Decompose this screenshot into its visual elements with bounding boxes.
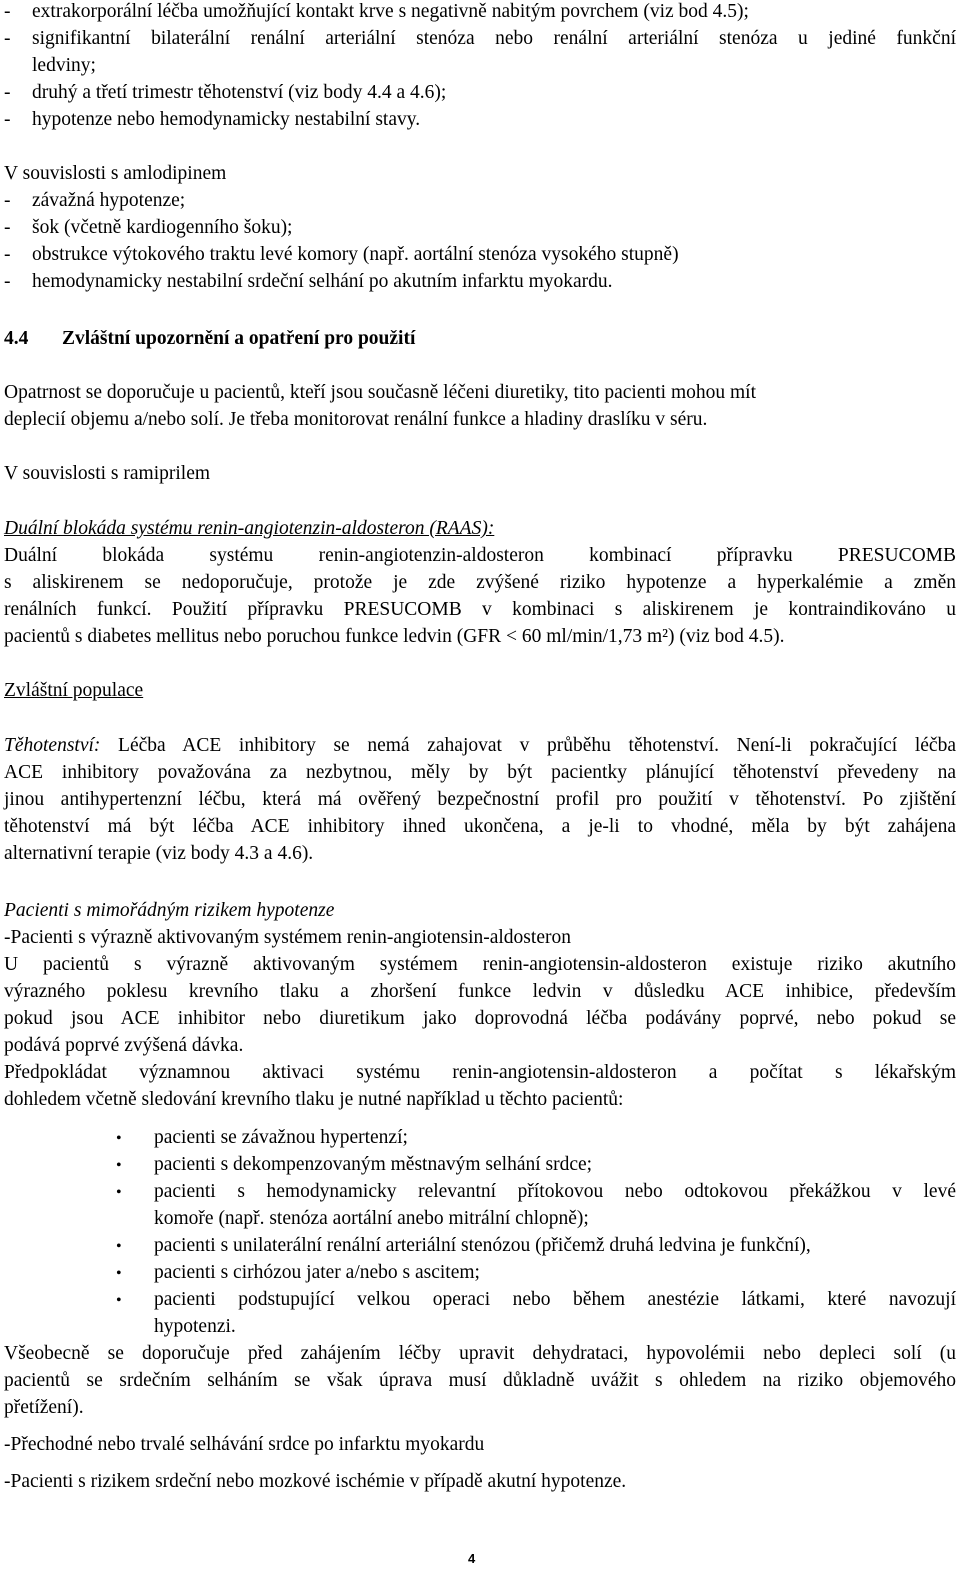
paragraph-line: alternativní terapie (viz body 4.3 a 4.6). — [4, 843, 314, 864]
list-item: - signifikantní bilaterální renální arteriální stenóza nebo renální arteriální stenóza u jediné funkční — [4, 28, 956, 49]
bullet-icon: • — [116, 1184, 122, 1201]
paragraph-line: těhotenství má být léčba ACE inhibitory ihned ukončena, a je-li to vhodné, měla by být zahájena — [4, 816, 956, 837]
heart-failure-heading: -Přechodné nebo trvalé selhávání srdce po infarktu myokardu — [4, 1434, 485, 1455]
bullet-icon: • — [116, 1238, 122, 1255]
page-number: 4 — [468, 1551, 476, 1566]
paragraph-line: renálních funkcí. Použití přípravku PRESUCOMB v kombinaci s aliskirenem je kontraindikováno u — [4, 599, 956, 620]
bullet-item: pacienti se závažnou hypertenzí; — [154, 1127, 408, 1148]
list-item: - extrakorporální léčba umožňující kontakt krve s negativně nabitým povrchem (viz bod 4.5); — [4, 1, 749, 22]
paragraph-line: přetížení). — [4, 1397, 84, 1418]
bullet-item: pacienti s unilaterální renální arteriální stenózou (přičemž druhá ledvina je funkční), — [154, 1235, 811, 1256]
paragraph-line: Opatrnost se doporučuje u pacientů, kteří jsou současně léčeni diuretiky, tito pacienti mohou mít — [4, 382, 757, 403]
bullet-item: pacienti s dekompenzovaným městnavým selhání srdce; — [154, 1154, 593, 1175]
bullet-icon: • — [116, 1157, 122, 1174]
paragraph-line: pacientů s diabetes mellitus nebo poruchou funkce ledvin (GFR < 60 ml/min/1,73 m²) (viz bod 4.5). — [4, 626, 785, 647]
bullet-icon: • — [116, 1130, 122, 1147]
paragraph-line: s aliskirenem se nedoporučuje, protože je zde zvýšené riziko hypotenze a hyperkalémie a změn — [4, 572, 956, 593]
amlodipine-heading: V souvislosti s amlodipinem — [4, 163, 227, 184]
raas-activated-heading: -Pacienti s výrazně aktivovaným systémem renin-angiotensin-aldosteron — [4, 927, 571, 948]
list-item: - šok (včetně kardiogenního šoku); — [4, 217, 293, 238]
list-item: - druhý a třetí trimestr těhotenství (viz body 4.4 a 4.6); — [4, 82, 447, 103]
bullet-item: pacienti podstupující velkou operaci nebo během anestézie látkami, které navozují — [154, 1289, 956, 1310]
paragraph-line: pokud jsou ACE inhibitor nebo diuretikum jako doprovodná léčba podávány poprvé, nebo pokud se — [4, 1008, 956, 1029]
bullet-icon: • — [116, 1265, 122, 1282]
list-item: - obstrukce výtokového traktu levé komory (např. aortální stenóza vysokého stupně) — [4, 244, 679, 265]
list-item-continuation: ledviny; — [32, 55, 96, 76]
paragraph-line: Duální blokáda systému renin-angiotenzin-aldosteron kombinací přípravku PRESUCOMB — [4, 545, 956, 566]
paragraph-line: deplecií objemu a/nebo solí. Je třeba monitorovat renální funkce a hladiny draslíku v séru. — [4, 409, 708, 430]
paragraph-line: ACE inhibitory považována za nezbytnou, měly by být pacientky plánující těhotenství převedeny na — [4, 762, 956, 783]
special-population-heading: Zvláštní populace — [4, 680, 144, 701]
list-item: - závažná hypotenze; — [4, 190, 186, 211]
hypotension-risk-heading: Pacienti s mimořádným rizikem hypotenze — [4, 900, 335, 921]
ramipril-heading: V souvislosti s ramiprilem — [4, 463, 211, 484]
pregnancy-label: Těhotenství: — [4, 735, 101, 756]
list-item: - hemodynamicky nestabilní srdeční selhání po akutním infarktu myokardu. — [4, 271, 613, 292]
paragraph-line: Těhotenství: Léčba ACE inhibitory se nemá zahajovat v průběhu těhotenství. Není-li pokračující léčba — [4, 735, 956, 756]
raas-heading: Duální blokáda systému renin-angiotenzin-aldosteron (RAAS): — [4, 518, 495, 539]
paragraph-line: podává poprvé zvýšená dávka. — [4, 1035, 244, 1056]
list-item: - hypotenze nebo hemodynamicky nestabilní stavy. — [4, 109, 421, 130]
bullet-icon: • — [116, 1292, 122, 1309]
paragraph-line: Předpokládat významnou aktivaci systému renin-angiotensin-aldosteron a počítat s lékařským — [4, 1062, 956, 1083]
ischemia-heading: -Pacienti s rizikem srdeční nebo mozkové ischémie v případě akutní hypotenze. — [4, 1471, 627, 1492]
section-heading: 4.4 Zvláštní upozornění a opatření pro použití — [4, 328, 416, 349]
paragraph-line: jinou antihypertenzní léčbu, která má ověřený bezpečnostní profil pro použití v těhotenství. Po zjištění — [4, 789, 956, 810]
bullet-item: pacienti s cirhózou jater a/nebo s ascitem; — [154, 1262, 480, 1283]
paragraph-line: pacientů se srdečním selháním se však úprava musí důkladně uvážit s ohledem na riziko objemového — [4, 1370, 956, 1391]
bullet-item: pacienti s hemodynamicky relevantní přítokovou nebo odtokovou překážkou v levé — [154, 1181, 956, 1202]
bullet-item-continuation: komoře (např. stenóza aortální anebo mitrální chlopně); — [154, 1208, 589, 1229]
paragraph-line: výrazného poklesu krevního tlaku a zhoršení funkce ledvin v důsledku ACE inhibice, především — [4, 981, 956, 1002]
paragraph-line: U pacientů s výrazně aktivovaným systémem renin-angiotensin-aldosteron existuje riziko akutního — [4, 954, 956, 975]
paragraph-line: dohledem včetně sledování krevního tlaku je nutné například u těchto pacientů: — [4, 1089, 624, 1110]
paragraph-line: Všeobecně se doporučuje před zahájením léčby upravit dehydrataci, hypovolémii nebo depleci solí (u — [4, 1343, 956, 1364]
bullet-item-continuation: hypotenzi. — [154, 1316, 236, 1337]
